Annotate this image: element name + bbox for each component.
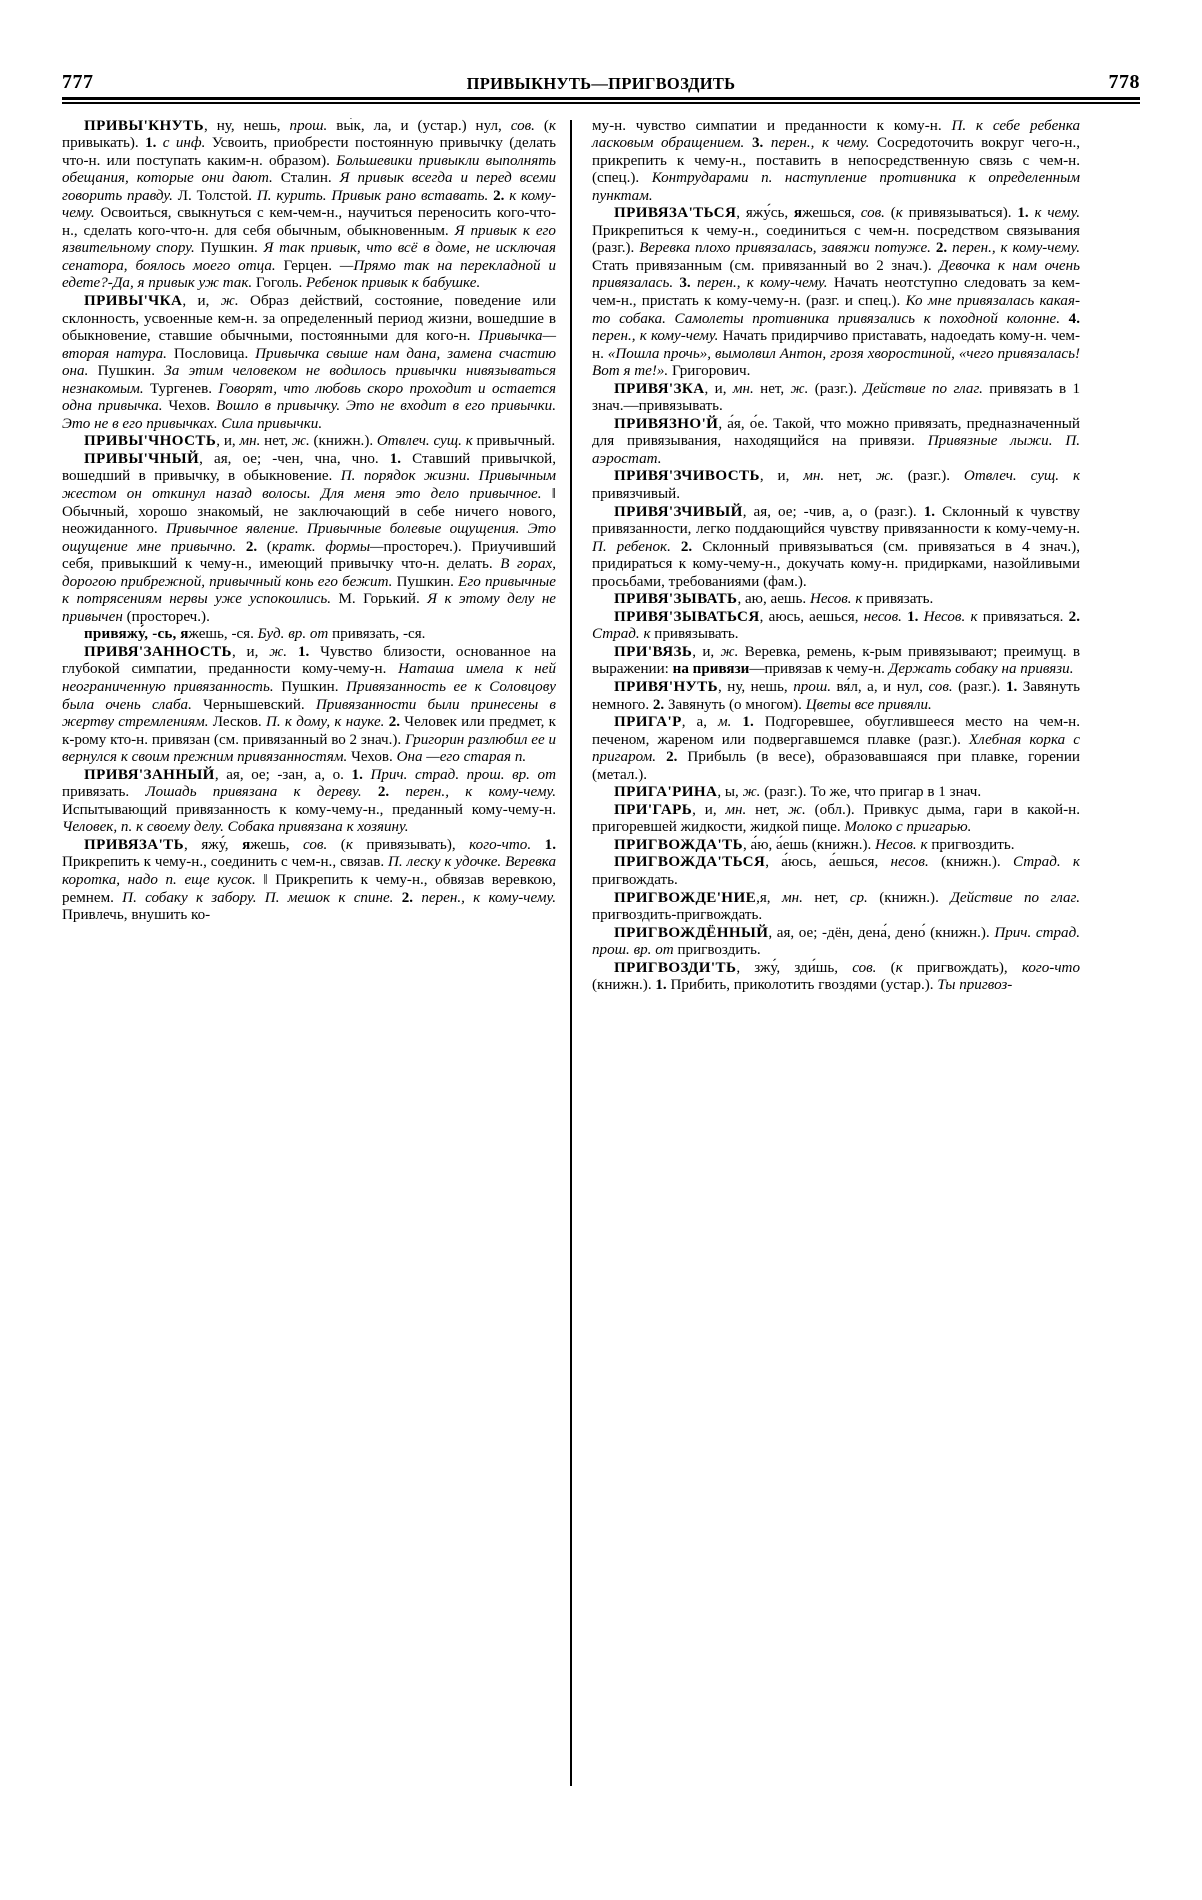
entry-headword: ПРИВЫ'КНУТЬ <box>84 117 204 134</box>
dictionary-entry <box>592 381 1080 416</box>
entry-definition: , ая, ое; -дён, дена́, дено́ (книжн.). Прич. страд. прош. вр. от пригвоздить. <box>592 924 1080 959</box>
entry-definition: , аюсь, аешься, несов. 1. Несов. к привязаться. 2. Страд. к привязывать. <box>592 608 1080 643</box>
entry-headword: ПРИВЯЗА'ТЬ <box>84 836 185 853</box>
entry-headword: ПРИВЯЗНО'Й <box>614 415 719 432</box>
dictionary-entry <box>62 433 556 451</box>
entry-definition: , зжу́, зди́шь, сов. (к пригвождать), кого-что (книжн.). 1. Прибить, приколотить гвоздями (устар.). Ты пригвоз- <box>592 959 1080 994</box>
entry-headword: ПРИГВОЗДИ'ТЬ <box>614 959 737 976</box>
entry-headword: ПРИВЯ'ЗЫВАТЬ <box>614 591 738 608</box>
dictionary-entry <box>592 837 1080 855</box>
running-head-title: ПРИВЫКНУТЬ—ПРИГВОЗДИТЬ <box>466 73 736 93</box>
entry-headword: ПРИВЯ'ЗКА <box>614 380 705 397</box>
entry-definition: , яжу́, яжешь, сов. (к привязывать), кого-что. 1. Прикрепить к чему-н., соединить с чем-н., связав. П. леску к удочке. Веревка коротка, надо п. еще кусок. ‖ Прикрепить к чему-н., обвязав веревкою, ремнем. П. собаку к забору. П. мешок к спине. 2. перен., к кому-чему. Привлечь, внушить ко- <box>62 836 557 924</box>
rule-thin <box>62 102 1140 104</box>
entry-definition: , и, мн. нет, ж. (разг.). Отвлеч. сущ. к привязчивый. <box>592 468 1080 502</box>
entry-definition: , а́юсь, а́ешься, несов. (книжн.). Страд. к пригвождать. <box>592 854 1080 889</box>
entry-definition: ,я, мн. нет, ср. (книжн.). Действие по глаг. пригвоздить-пригвождать. <box>592 889 1080 924</box>
entry-definition: , и, мн. нет, ж. (обл.). Привкус дыма, гари в какой-н. пригоревшей жидкости, жидкой пище. Молоко с пригарью. <box>592 801 1080 836</box>
entry-headword: ПРИВЯ'ЗАННОСТЬ <box>84 643 232 660</box>
header-rules <box>62 97 1140 104</box>
entry-definition: , аю, аешь. Несов. к привязать. <box>737 591 934 608</box>
dictionary-entry <box>62 644 556 767</box>
entry-headword: ПРИВЯ'ЗЧИВОСТЬ <box>614 468 760 485</box>
dictionary-entry <box>592 802 1080 837</box>
dictionary-entry <box>62 626 556 644</box>
dictionary-entry <box>592 205 1080 380</box>
dictionary-entry <box>62 837 556 925</box>
entry-definition: , ы, ж. (разг.). То же, что пригар в 1 знач. <box>717 784 982 801</box>
folio-left: 777 <box>62 71 94 93</box>
dictionary-entry <box>592 890 1080 925</box>
entry-definition: , ая, ое; -чен, чна, чно. 1. Ставший привычкой, вошедший в привычку, в обыкновение. П. порядок жизни. Привычным жестом он откинул назад волосы. Для меня это дело привычное. ‖ Обычный, хорошо знакомый, не заключающий в себе ничего нового, неожиданного. Привычное явление. Привычные болевые ощущения. Это ощущение мне привычно. 2. (кратк. формы—простореч.). Приучивший себя, привыкший к чему-н., имеющий привычку что-н. делать. В горах, дорогою прибрежной, привычный конь его бежит. Пушкин. Его привычные к потрясениям нервы уже успокоились. М. Горький. Я к этому делу не привычен (простореч.). <box>62 450 556 625</box>
entry-definition: , а́ю, а́ешь (книжн.). Несов. к пригвоздить. <box>742 836 1015 853</box>
dictionary-entry <box>592 925 1080 960</box>
entry-headword: ПРИГА'РИНА <box>614 784 718 801</box>
entry-headword: ПРИГВОЖДА'ТЬСЯ <box>614 854 766 871</box>
entry-headword: ПРИ'ВЯЗЬ <box>614 643 693 660</box>
dictionary-entry <box>592 784 1080 802</box>
entry-headword: ПРИВЯ'ЗЧИВЫЙ <box>614 503 743 520</box>
entry-headword: ПРИГВОЖДЕ'НИЕ <box>614 889 757 906</box>
entry-headword: ПРИВЯ'НУТЬ <box>614 679 718 695</box>
entry-headword: ПРИ'ГАРЬ <box>614 801 693 818</box>
entry-definition: яжешь, -ся. Буд. вр. от привязать, -ся. <box>180 626 426 643</box>
dictionary-entry <box>592 960 1080 995</box>
dictionary-entry <box>592 609 1080 644</box>
dictionary-entry <box>592 468 1080 503</box>
entry-definition: , ну, нешь, прош. вы́к, ла, и (устар.) нул, сов. (к привыкать). 1. с инф. Усвоить, приобрести постоянную привычку (делать что-н. или поступать каким-н. образом). Большевики привыкли выполнять обещания, которые они дают. Сталин. Я привык всегда и перед всеми говорить правду. Л. Толстой. П. курить. Привык рано вставать. 2. к кому-чему. Освоиться, свыкнуться с кем-чем-н., научиться переносить кого-что-н., сделать кого-что-н. для себя обычным, обыкновенным. Я привык к его язвительному спору. Пушкин. Я так привык, что всё в доме, не исключая сенатора, боялось моего отца. Герцен. —Прямо так на перекладной и едете?-Да, я привык уж так. Гоголь. Ребенок привык к бабушке. <box>62 117 557 292</box>
entry-definition: му-н. чувство симпатии и преданности к кому-н. П. к себе ребенка ласковым обращением. 3. перен., к чему. Сосредоточить вокруг чего-н., прикрепить к чему-н., поставить в непосредственную связь с чем-н. (спец.). Контрударами п. наступление противника к определенным пунктам. <box>592 117 1080 204</box>
entry-definition: , а, м. 1. Подгоревшее, обуглившееся место на чем-н. печеном, жареном или подвергавшемся плавке (разг.). Хлебная корка с пригаром. 2. Прибыль (в весе), образовавшаяся при плавке, горении (метал.). <box>592 714 1080 783</box>
entry-headword: ПРИВЫ'ЧНЫЙ <box>84 450 200 467</box>
entry-headword: ПРИВЫ'ЧКА <box>84 292 183 309</box>
entry-definition: , ну, нешь, прош. вя́л, а, и нул, сов. (разг.). 1. Завянуть немного. 2. Завянуть (о многом). Цветы все привяли. <box>592 679 1080 713</box>
dictionary-entry <box>592 644 1080 679</box>
entry-definition: , ая, ое; -чив, а, о (разг.). 1. Склонный к чувству привязанности, легко поддающийся чувству привязанности к кому-чему-н. П. ребенок. 2. Склонный привязываться (см. привязаться в 4 знач.), придираться к кому-чему-н., докучать кому-н. придирками, назойливыми просьбами, требованиями (фам.). <box>592 503 1080 590</box>
column-container <box>62 118 1140 1790</box>
entry-headword: ПРИВЯ'ЗЫВАТЬСЯ <box>614 608 760 625</box>
entry-headword: привяжу́, -сь, <box>84 626 177 643</box>
entry-definition: , и, ж. Образ действий, состояние, поведение или склонность, усвоенные кем-н. за определенный период жизни, вошедшие в обыкновение, ставшие обычными, постоянными для кого-н. Привычка—вторая натура. Пословица. Привычка свыше нам дана, замена счастию она. Пушкин. За этим человеком не водилось привычки нивязываться незнакомым. Тургенев. Говорят, что любовь скоро проходит и остается одна привычка. Чехов. Вошло в привычку. Это не входит в его привычки. Это не в его привычках. Сила привычки. <box>62 292 556 432</box>
entry-headword: ПРИВЯЗА'ТЬСЯ <box>614 205 737 222</box>
entry-definition: , и, ж. Веревка, ремень, к-рым привязывают; преимущ. в выражении: на привязи—привязав к чему-н. Держать собаку на привязи. <box>592 643 1080 678</box>
entry-definition: , яжу́сь, яжешься, сов. (к привязываться). 1. к чему. Прикрепиться к чему-н., соединиться с чем-н. посредством связывания (разг.). Веревка плохо привязалась, завяжи потуже. 2. перен., к кому-чему. Стать привязанным (см. привязанный во 2 знач.). Девочка к нам очень привязалась. 3. перен., к кому-чему. Начать неотступно следовать за кем-чем-н., пристать к кому-чему-н. (разг. и спец.). Ко мне привязалась какая-то собака. Самолеты противника привязались к походной колонне. 4. перен., к кому-чему. Начать придирчиво приставать, надоедать кому-н. чем-н. «Пошла прочь», вымолвил Антон, грозя хворостиной, «чего привязалась! Вот я те!». Григорович. <box>592 205 1080 380</box>
entry-definition: , ая, ое; -зан, а, о. 1. Прич. страд. прош. вр. от привязать. Лошадь привязана к дереву. 2. перен., к кому-чему. Испытывающий привязанность к кому-чему-н., преданный кому-чему-н. Человек, п. к своему делу. Собака привязана к хозяину. <box>62 766 556 836</box>
entry-headword: ПРИВЯ'ЗАННЫЙ <box>84 766 215 783</box>
folio-right: 778 <box>1108 71 1140 93</box>
entry-headword: ПРИВЫ'ЧНОСТЬ <box>84 433 217 450</box>
dictionary-entry <box>62 767 556 837</box>
entry-definition: , и, мн. нет, ж. (разг.). Действие по глаг. привязать в 1 знач.—привязывать. <box>592 380 1080 415</box>
dictionary-entry <box>62 293 556 433</box>
dictionary-entry <box>592 118 1080 206</box>
entry-headword: ПРИГВОЖДЁННЫЙ <box>614 924 769 941</box>
dictionary-entry <box>592 416 1080 469</box>
entry-definition: , а́я, о́е. Такой, что можно привязать, предназначенный для привязывания, находящийся на привязи. Привязные лыжи. П. аэростат. <box>592 415 1080 467</box>
entry-headword: ПРИГА'Р <box>614 714 682 731</box>
column-right <box>572 118 1080 1790</box>
column-left <box>62 118 570 1790</box>
running-head <box>62 62 1140 92</box>
entry-definition: , и, мн. нет, ж. (книжн.). Отвлеч. сущ. к привычный. <box>216 433 556 450</box>
dictionary-entry <box>592 714 1080 784</box>
dictionary-entry <box>592 591 1080 609</box>
dictionary-entry <box>62 118 556 293</box>
dictionary-entry <box>592 679 1080 714</box>
dictionary-entry <box>592 504 1080 592</box>
dictionary-entry <box>62 451 556 626</box>
entry-headword: ПРИГВОЖДА'ТЬ <box>614 836 743 853</box>
dictionary-entry <box>592 854 1080 889</box>
entry-definition: , и, ж. 1. Чувство близости, основанное на глубокой симпатии, преданности кому-чему-н. Наташа имела к ней неограниченную привязанность. Пушкин. Привязанность ее к Соловцову была очень слаба. Чернышевский. Привязанности были принесены в жертву стремлениям. Лесков. П. к дому, к науке. 2. Человек или предмет, к к-рому кто-н. привязан (см. привязанный во 2 знач.). Григорин разлюбил ее и вернулся к своим прежним привязанностям. Чехов. Она —его старая п. <box>62 643 557 766</box>
